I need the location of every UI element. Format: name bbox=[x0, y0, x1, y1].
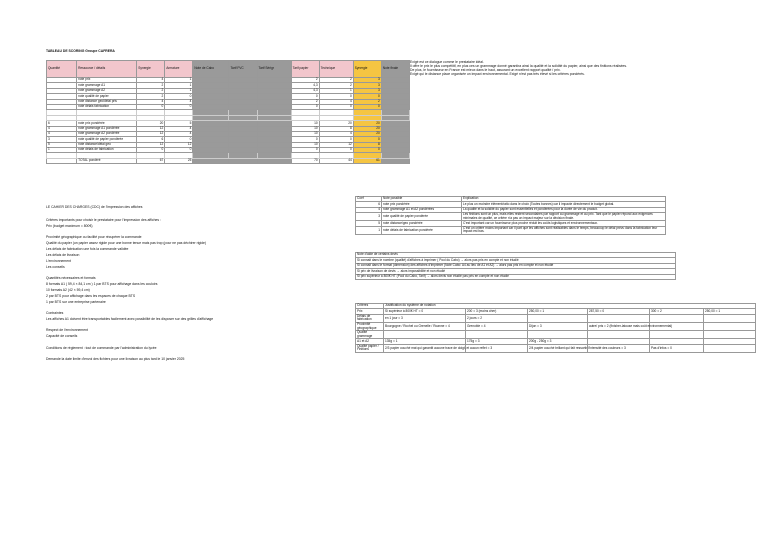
table-cell: Critères bbox=[356, 304, 384, 309]
table-cell: 5 bbox=[47, 142, 77, 147]
table-cell: 70 bbox=[291, 158, 319, 163]
table-cell bbox=[650, 331, 704, 339]
table-row bbox=[356, 274, 676, 279]
table-cell: 0 bbox=[319, 94, 353, 99]
table-cell: Qualité papier / Finitions bbox=[356, 344, 384, 352]
table-cell: autre/ pris = 2 (finisher-latouse mais coût environnemental) bbox=[588, 322, 650, 330]
table-cell: Tarif papier bbox=[291, 61, 319, 78]
table-cell: 12 bbox=[137, 131, 165, 136]
table-cell: 0 bbox=[165, 94, 193, 99]
table-cell bbox=[528, 314, 588, 322]
table-cell: 0 bbox=[291, 104, 319, 109]
table-cell: 3 bbox=[353, 78, 381, 83]
note-line: Les affiches A1 doivent être transportables facilement avec possibilité de les disposer sur des grilles d'affichage bbox=[46, 317, 214, 321]
table-cell: Si connait dans le format (dimension) des affiches d'imprimer (Note Cabo: A4 au lieu de A1 et A2) → alors pas pris en compte et non étudié bbox=[356, 263, 676, 268]
note-line: Qualité du papier (un papier assez rigide pour une bonne tenue mais pas trop (pour ne pas déchirer rigide) bbox=[46, 241, 207, 245]
table-cell: Prix bbox=[356, 309, 384, 314]
table-row bbox=[356, 331, 756, 339]
table-cell: 25 bbox=[165, 158, 193, 163]
table-cell: Synergie bbox=[353, 61, 381, 78]
note-line: Les conseils bbox=[46, 265, 65, 269]
table-cell: 6 bbox=[137, 137, 165, 142]
table-cell: Tarif Sérigr bbox=[257, 61, 291, 78]
table-cell: 200 = 3 (moins cher) bbox=[466, 309, 528, 314]
note-line: 10 formats A2 (42 × 59,4 cm) bbox=[46, 288, 90, 292]
table-cell: Coef bbox=[356, 197, 382, 202]
note-line: Prix (budget maximum = 800€) bbox=[46, 224, 93, 228]
table-cell: 2/3 papier couché mat qui garantit aucune trace de doigt, et aucun reflet = 3 bbox=[384, 344, 466, 352]
table-cell: 4 bbox=[319, 131, 353, 136]
table-cell: 4 bbox=[47, 126, 77, 131]
table-cell: 0 bbox=[353, 137, 381, 142]
table-cell: Si supérieur à 800€ HT = 0 bbox=[384, 309, 466, 314]
note-line: Capacité de conseils bbox=[46, 334, 78, 338]
table-cell: 0 bbox=[319, 137, 353, 142]
summary-line: Exigé est ce dialogue comme le prestataire idéal. bbox=[410, 60, 484, 64]
note-line: 1 par BTS sur une entreprise partenaire bbox=[46, 300, 106, 304]
table-header-row bbox=[47, 61, 410, 78]
table-cell: 0 bbox=[353, 148, 381, 153]
note-line: L'environnement bbox=[46, 259, 71, 263]
table-cell: 4 bbox=[319, 99, 353, 104]
table-cell: La qualité et la solidité du papier sont essentielles et pondérées pour la durée de vie du produit. bbox=[462, 207, 666, 212]
table-cell: 20 bbox=[353, 126, 381, 131]
table-cell: 1 bbox=[165, 78, 193, 83]
table-cell: 2 jours = 2 bbox=[466, 314, 528, 322]
table-cell: 61 bbox=[353, 158, 381, 163]
note-line: 8 formats A1 ( 59,4 × 84,1 cm ) 1 par BTS pour affichage dans les couloirs bbox=[46, 282, 158, 286]
table-cell: Délais de fabrication bbox=[356, 314, 384, 322]
table-cell: Le plus un moindre élément/ratio dans le choix (Toutes bonnes) car il impacte directement le budget global. bbox=[462, 202, 666, 207]
table-cell: note délais fabrication bbox=[77, 104, 137, 109]
table-cell: 4 bbox=[137, 99, 165, 104]
table-cell bbox=[704, 331, 756, 339]
summary-line: Exigé qui le distance place organisée un impact environnemental. Exigé n'est pas très élevé si les critères pondérés. bbox=[410, 72, 585, 76]
table-cell bbox=[528, 331, 588, 339]
table-cell: 0 bbox=[165, 104, 193, 109]
table-cell: 4,3 bbox=[291, 83, 319, 88]
table-cell: 2 bbox=[137, 94, 165, 99]
table-cell: note distance geo/délai pris bbox=[77, 99, 137, 104]
table-cell bbox=[588, 331, 650, 339]
table-cell: Si prix supérieur à 800€ HT (Pool du Cabo, Tarif) → alors devis non étudié pas pris en compte et non étudié bbox=[356, 274, 676, 279]
page-title: TABLEAU DE SCORING Groupe CAFRERA bbox=[46, 49, 115, 53]
table-cell: 5 bbox=[356, 221, 382, 226]
table-cell bbox=[588, 314, 650, 322]
constraints-heading: Contraintes bbox=[46, 311, 64, 315]
note-line: Demande la date limite d'envoi des fichiers pour une livraison au plus tard le 10 janvier 2025 bbox=[46, 357, 185, 361]
table-cell: 5 bbox=[165, 121, 193, 126]
table-cell: 6 bbox=[47, 121, 77, 126]
table-cell: 2 bbox=[137, 88, 165, 93]
table-cell bbox=[384, 331, 466, 339]
table-cell: 6 bbox=[356, 202, 382, 207]
table-cell: Ressource / détails bbox=[77, 61, 137, 78]
table-cell: 2 bbox=[319, 83, 353, 88]
table-cell: Armature bbox=[165, 61, 193, 78]
table-cell: 1 bbox=[319, 88, 353, 93]
table-cell: 250,00 = 1 bbox=[704, 309, 756, 314]
table-cell: note délais de fabrication pondérée bbox=[382, 226, 462, 234]
table-cell: 10 bbox=[291, 126, 319, 131]
table-cell bbox=[257, 158, 291, 163]
table-cell: 135g = 1 bbox=[384, 339, 466, 344]
table-cell: 1 bbox=[165, 88, 193, 93]
table-cell: note prix pondérée bbox=[77, 121, 137, 126]
table-cell: 10 bbox=[291, 131, 319, 136]
table-cell: Note de Cabo bbox=[193, 61, 229, 78]
quantities-heading: Quantités nécessaires et formats bbox=[46, 276, 96, 280]
table-cell: note grammage A2 bbox=[77, 88, 137, 93]
table-cell: note distance/délai geo bbox=[77, 142, 137, 147]
table-cell bbox=[650, 314, 704, 322]
table-row bbox=[356, 226, 666, 234]
table-row bbox=[356, 213, 666, 221]
table-cell: 4,3 bbox=[291, 88, 319, 93]
table-cell: 0 bbox=[165, 137, 193, 142]
table-cell: note distance/geo pondérée bbox=[382, 221, 462, 226]
table-cell bbox=[381, 158, 409, 163]
table-cell: Dijon = 3 bbox=[528, 322, 588, 330]
summary-line: Il offre le prix le plus compétitif, en plus ces un grammage donné garantira ainsi la qualité et la solidité du papier, ainsi que des finitions réalisées. bbox=[410, 64, 628, 68]
table-cell: 3 bbox=[353, 88, 381, 93]
table-cell: 2 bbox=[319, 78, 353, 83]
table-cell: 10 bbox=[291, 142, 319, 147]
table-cell: note qualité de papier bbox=[77, 94, 137, 99]
table-cell: 20 bbox=[137, 121, 165, 126]
note-line: Conditions de règlement : tout de commande par l'administration du lycée bbox=[46, 346, 157, 350]
note-line: Proximité géographique ou facilité pour récupérer la commande bbox=[46, 235, 142, 239]
table-cell: 67 bbox=[137, 158, 165, 163]
table-cell: note qualité de papier pondérée bbox=[382, 213, 462, 221]
table-cell: 2 bbox=[137, 83, 165, 88]
table-cell: 3 bbox=[356, 213, 382, 221]
table-cell: Technique bbox=[319, 61, 353, 78]
table-cell: 1 bbox=[356, 226, 382, 234]
table-cell: 12 bbox=[137, 126, 165, 131]
table-cell: 4 bbox=[165, 126, 193, 131]
note-line: Respect de l'environnement bbox=[46, 328, 88, 332]
table-cell: 0 bbox=[319, 104, 353, 109]
table-cell: C'est important car un fournisseur plus proche réduit les coûts logistiques et environnementaux. bbox=[462, 221, 666, 226]
table-cell: Pas d'infos = 0 bbox=[650, 344, 704, 352]
table-cell: 2 bbox=[291, 99, 319, 104]
table-cell: 8 bbox=[319, 126, 353, 131]
table-cell: 10 bbox=[291, 121, 319, 126]
table-cell: 0 bbox=[291, 148, 319, 153]
note-line: Les délais de fabrication une fois la commande validée bbox=[46, 247, 129, 251]
table-cell bbox=[229, 158, 257, 163]
table-cell: 287,50 = 0 bbox=[588, 309, 650, 314]
table-cell: Les finitions sont un plus, mais elles restent secondaires par rapport au grammage et au prix. Tant que le papier répond aux exigences minimales de qualité, ce critère n'a pas un impact majeur sur la décision finale. bbox=[462, 213, 666, 221]
table-cell: Tarif FVC bbox=[229, 61, 257, 78]
table-cell: Note d'aide de certains devis bbox=[356, 253, 676, 258]
scoring-table bbox=[46, 60, 410, 164]
table-cell: Justification du système de notation bbox=[384, 304, 756, 309]
table-cell: 0 bbox=[291, 94, 319, 99]
table-row bbox=[356, 344, 756, 352]
table-cell: Proximité géographique bbox=[356, 322, 384, 330]
table-cell: note délais de fabrication bbox=[77, 148, 137, 153]
table-cell: 3 bbox=[47, 137, 77, 142]
table-cell: 0 bbox=[353, 94, 381, 99]
table-cell: 4 bbox=[165, 99, 193, 104]
table-cell: 175g = 3 bbox=[466, 339, 528, 344]
table-cell: 300 = 2 bbox=[650, 309, 704, 314]
table-cell: Quantité bbox=[47, 61, 77, 78]
table-cell: note prix pondérée bbox=[382, 202, 462, 207]
cdc-title: LE CAHIER DES CHARGES (CDC) de l'impression des affiches bbox=[46, 205, 143, 209]
table-cell: Grenoble = 4 bbox=[466, 322, 528, 330]
table-cell: en 1 jour = 3 bbox=[384, 314, 466, 322]
table-row bbox=[356, 314, 756, 322]
summary-note bbox=[410, 60, 628, 76]
table-cell bbox=[704, 344, 756, 352]
table-cell: 20 bbox=[353, 131, 381, 136]
table-cell: Qualité grammage bbox=[356, 331, 384, 339]
table-cell: 12 bbox=[165, 142, 193, 147]
table-cell: 1 bbox=[165, 83, 193, 88]
table-cell: 0 bbox=[165, 148, 193, 153]
coefficient-table bbox=[355, 196, 666, 235]
table-cell: 0 bbox=[137, 104, 165, 109]
table-cell: Explication bbox=[462, 197, 666, 202]
table-cell: TOTAL pondéré bbox=[77, 158, 137, 163]
table-cell: 20 bbox=[319, 121, 353, 126]
table-cell: 44 bbox=[319, 158, 353, 163]
table-cell bbox=[704, 322, 756, 330]
table-cell bbox=[193, 158, 229, 163]
table-cell: 20 bbox=[353, 121, 381, 126]
table-cell: C'est un critère moins important car il part que les affiches sont réalisables dans le temps, beaucoup le délai prévu dans la fabrication leur impact est bas. bbox=[462, 226, 666, 234]
table-cell: 12 bbox=[137, 142, 165, 147]
table-cell: 4 bbox=[137, 78, 165, 83]
note-line: Les délais de livraison bbox=[46, 253, 80, 257]
total-row bbox=[47, 158, 410, 163]
table-cell: 0 bbox=[291, 137, 319, 142]
table-cell: note grammage A1 bbox=[77, 83, 137, 88]
table-cell: 1 bbox=[47, 148, 77, 153]
table-cell: Synergie bbox=[137, 61, 165, 78]
table-cell: note grammage A2 pondérée bbox=[77, 131, 137, 136]
table-cell bbox=[47, 158, 77, 163]
table-cell: 12 bbox=[319, 142, 353, 147]
table-cell: note prix bbox=[77, 78, 137, 83]
table-cell: Bourgogne / Rochel ou Grenelle / Roanne = 4 bbox=[384, 322, 466, 330]
table-cell: Note possible bbox=[382, 197, 462, 202]
table-cell: 0 bbox=[353, 104, 381, 109]
table-cell: 0 bbox=[319, 148, 353, 153]
table-cell: 0 bbox=[137, 148, 165, 153]
table-cell: 3 bbox=[353, 83, 381, 88]
table-cell: Note finale bbox=[381, 61, 409, 78]
note-line: 2 par BTS pour affichage dans les espaces de chaque BTS bbox=[46, 294, 136, 298]
criteria-heading: Critères importants pour choisir le prestataire pour l'impression des affiches : bbox=[46, 218, 161, 222]
table-cell: A1 et A2 bbox=[356, 339, 384, 344]
table-cell: 4 bbox=[165, 131, 193, 136]
table-cell: note grammage A1 pondérée bbox=[77, 126, 137, 131]
table-cell: note grammage A1 et A2 pondérées bbox=[382, 207, 462, 212]
table-cell: Si connait dans le nombre (qualité) d'affiches à imprimer ( Pool du Cabo) → alors pas pris en compte et non étudié bbox=[356, 258, 676, 263]
justification-table bbox=[355, 303, 756, 353]
table-cell: Si prix de livraison de devis → alors impossibilité et non étudié bbox=[356, 269, 676, 274]
summary-line: De plus, le fournisseur en France est mieux dans le haut, assurant un excellent rapport qualité / prix. bbox=[410, 68, 561, 72]
table-row bbox=[356, 322, 756, 330]
table-cell: 4 bbox=[47, 131, 77, 136]
table-cell: 200g - 250g = 3 bbox=[528, 339, 588, 344]
exclusion-rules-table bbox=[355, 252, 676, 280]
table-cell: 2 bbox=[353, 99, 381, 104]
table-cell bbox=[704, 314, 756, 322]
table-cell: 2 bbox=[291, 78, 319, 83]
table-cell: 250,00 = 1 bbox=[528, 309, 588, 314]
table-cell: 8 bbox=[353, 142, 381, 147]
table-cell: 4 bbox=[356, 207, 382, 212]
table-cell bbox=[466, 331, 528, 339]
table-cell: note qualité de papier pondérée bbox=[77, 137, 137, 142]
table-cell: 2/4 papier couché brillant qui fait ressortir l'intensité des couleurs = 3 bbox=[528, 344, 588, 352]
